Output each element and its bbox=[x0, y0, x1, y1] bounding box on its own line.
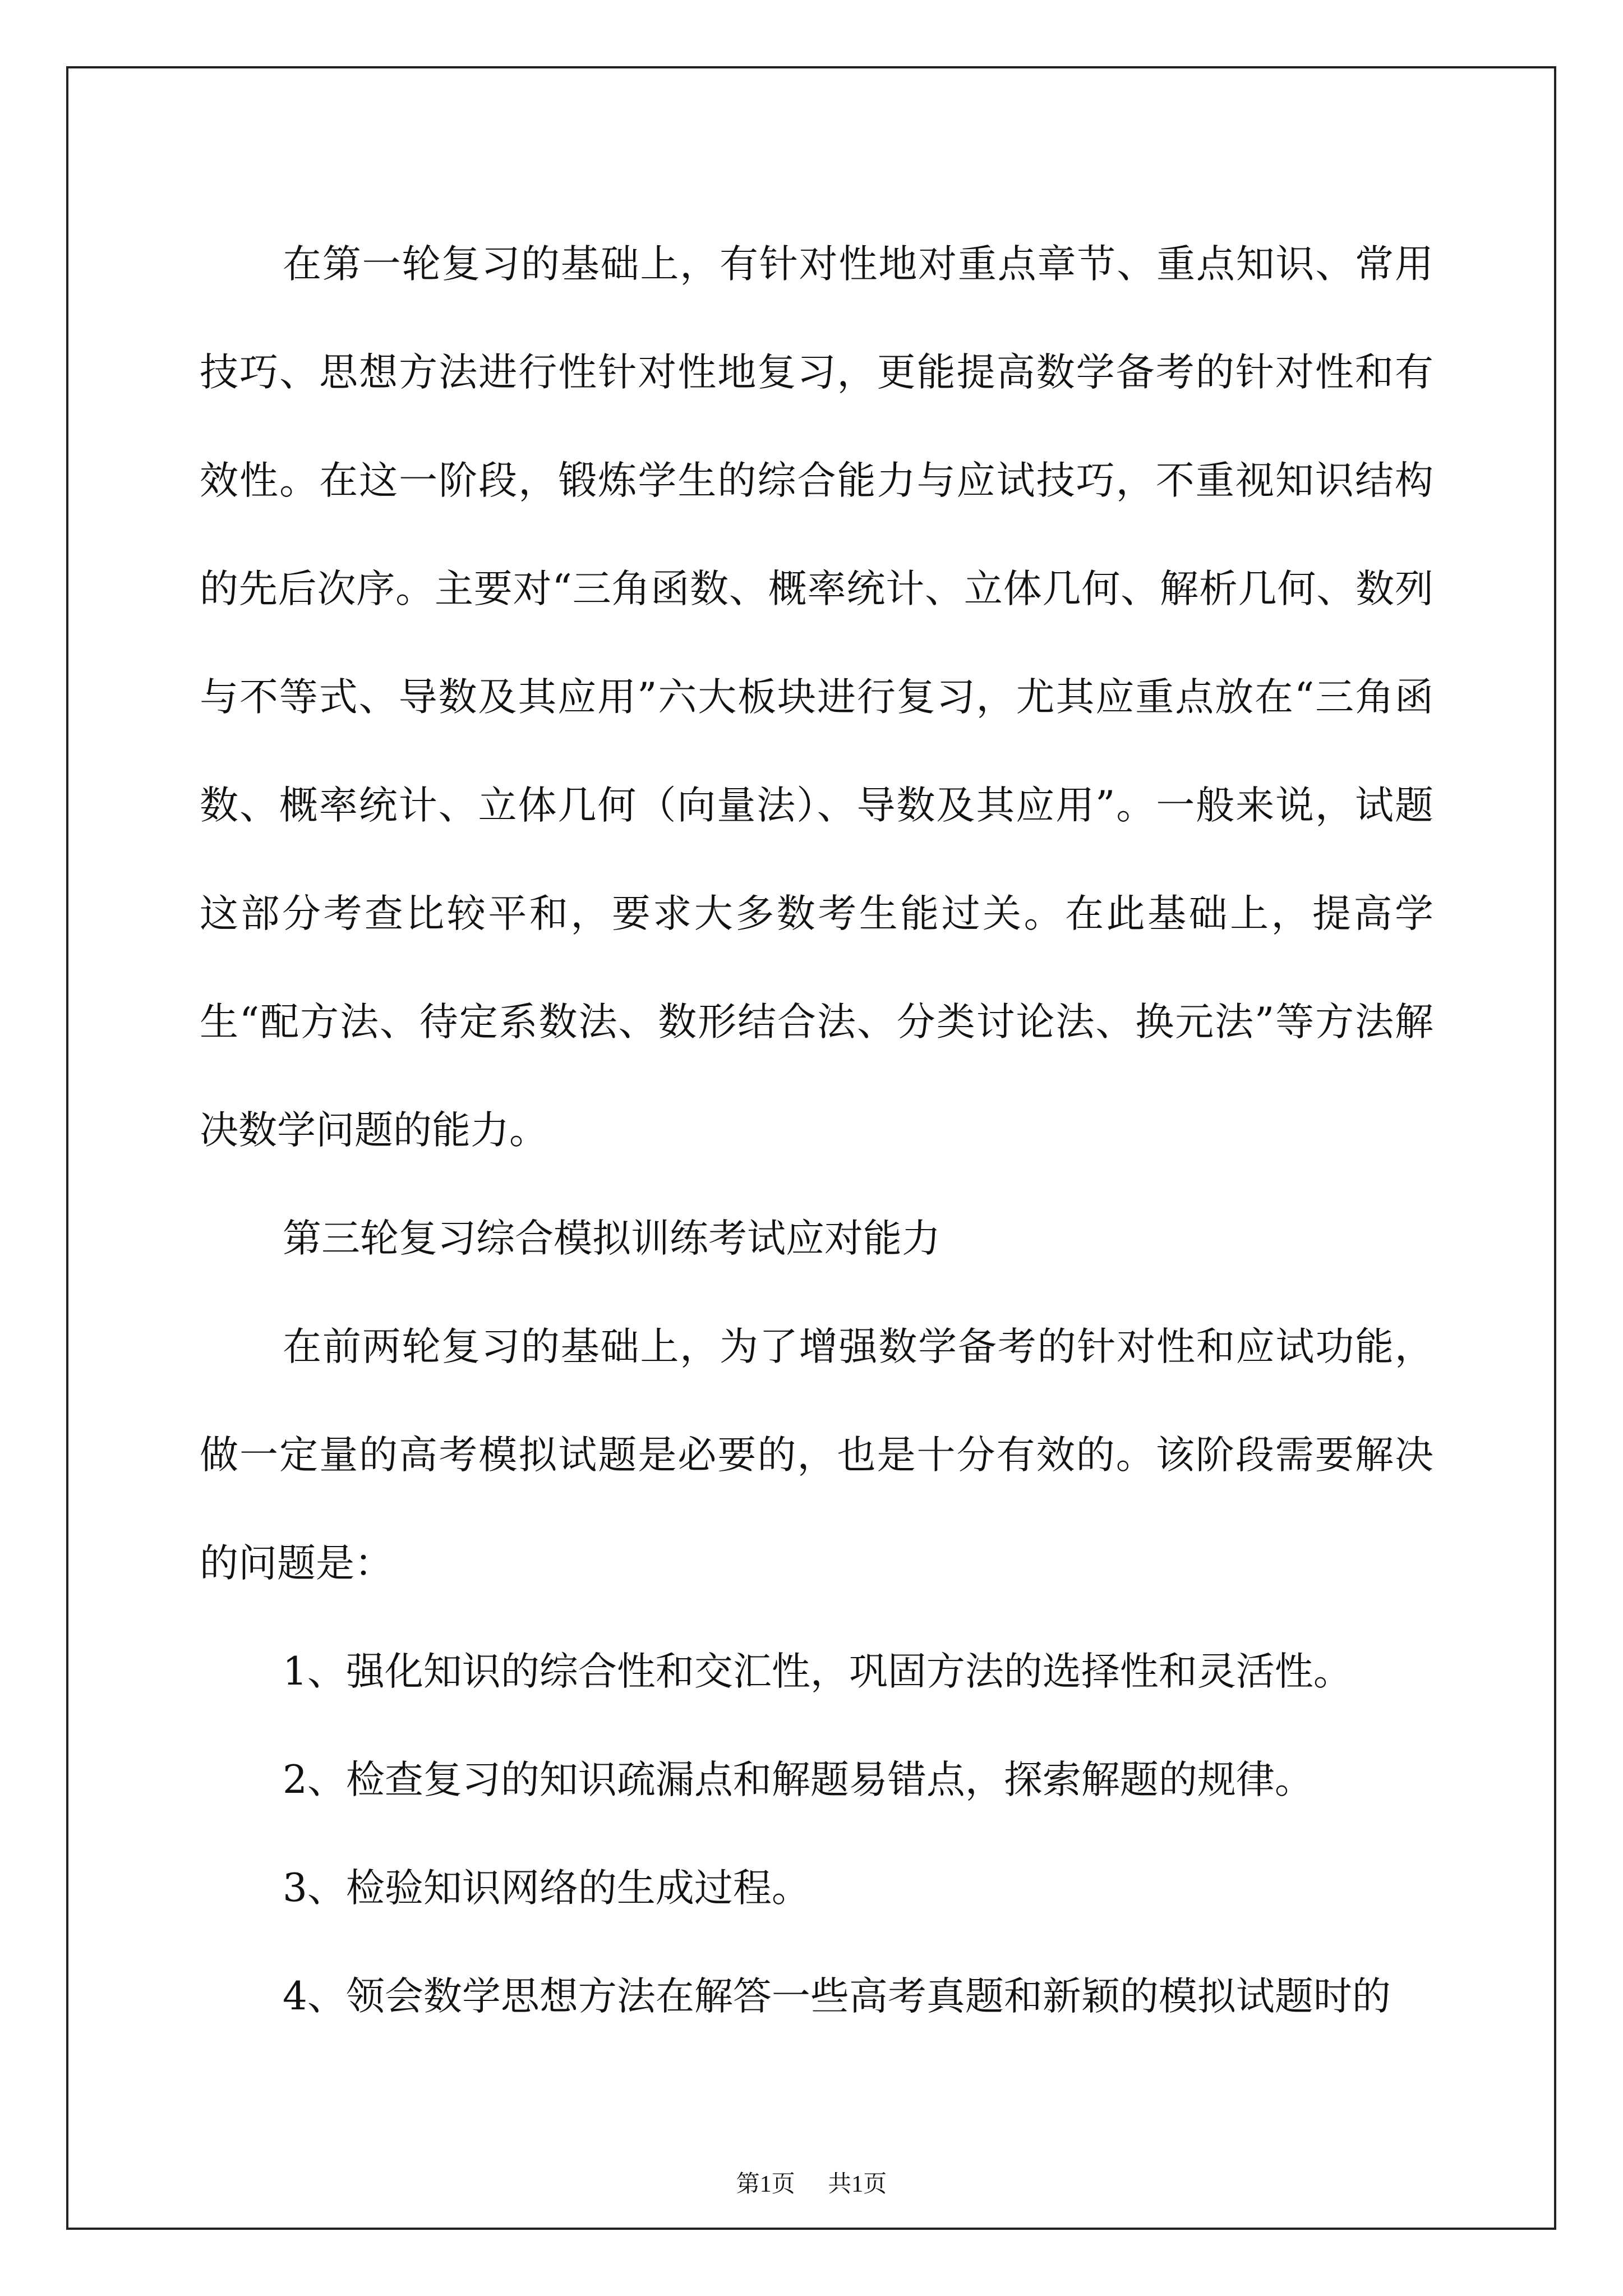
paragraph: 在前两轮复习的基础上，为了增强数学备考的针对性和应试功能，做一定量的高考模拟试题是必要的，也是十分有效的。该阶段需要解决的问题是： bbox=[200, 1324, 1433, 1586]
list-item: 2、检查复习的知识疏漏点和解题易错点，探索解题的规律。 bbox=[283, 1757, 1313, 1802]
page-total: 共1页 bbox=[828, 2171, 887, 2197]
list-item: 3、检验知识网络的生成过程。 bbox=[283, 1866, 810, 1911]
list-item: 4、领会数学思想方法在解答一些高考真题和新颖的模拟试题时的 bbox=[283, 1974, 1391, 2019]
section-heading: 第三轮复习综合模拟训练考试应对能力 bbox=[283, 1216, 940, 1261]
document-body bbox=[200, 210, 1433, 2051]
page-footer bbox=[0, 2165, 1623, 2199]
paragraph: 在第一轮复习的基础上，有针对性地对重点章节、重点知识、常用技巧、思想方法进行性针对性地复习，更能提高数学备考的针对性和有效性。在这一阶段，锻炼学生的综合能力与应试技巧，不重视知识结构的先后次序。主要对“三角函数、概率统计、立体几何、解析几何、数列与不等式、导数及其应用”六大板块进行复习，尤其应重点放在“三角函数、概率统计、立体几何（向量法）、导数及其应用”。一般来说，试题这部分考查比较平和，要求大多数考生能过关。在此基础上，提高学生“配方法、待定系数法、数形结合法、分类讨论法、换元法”等方法解决数学问题的能力。 bbox=[200, 242, 1433, 1153]
page-number: 第1页 bbox=[736, 2171, 795, 2197]
list-item: 1、强化知识的综合性和交汇性，巩固方法的选择性和灵活性。 bbox=[283, 1649, 1352, 1694]
